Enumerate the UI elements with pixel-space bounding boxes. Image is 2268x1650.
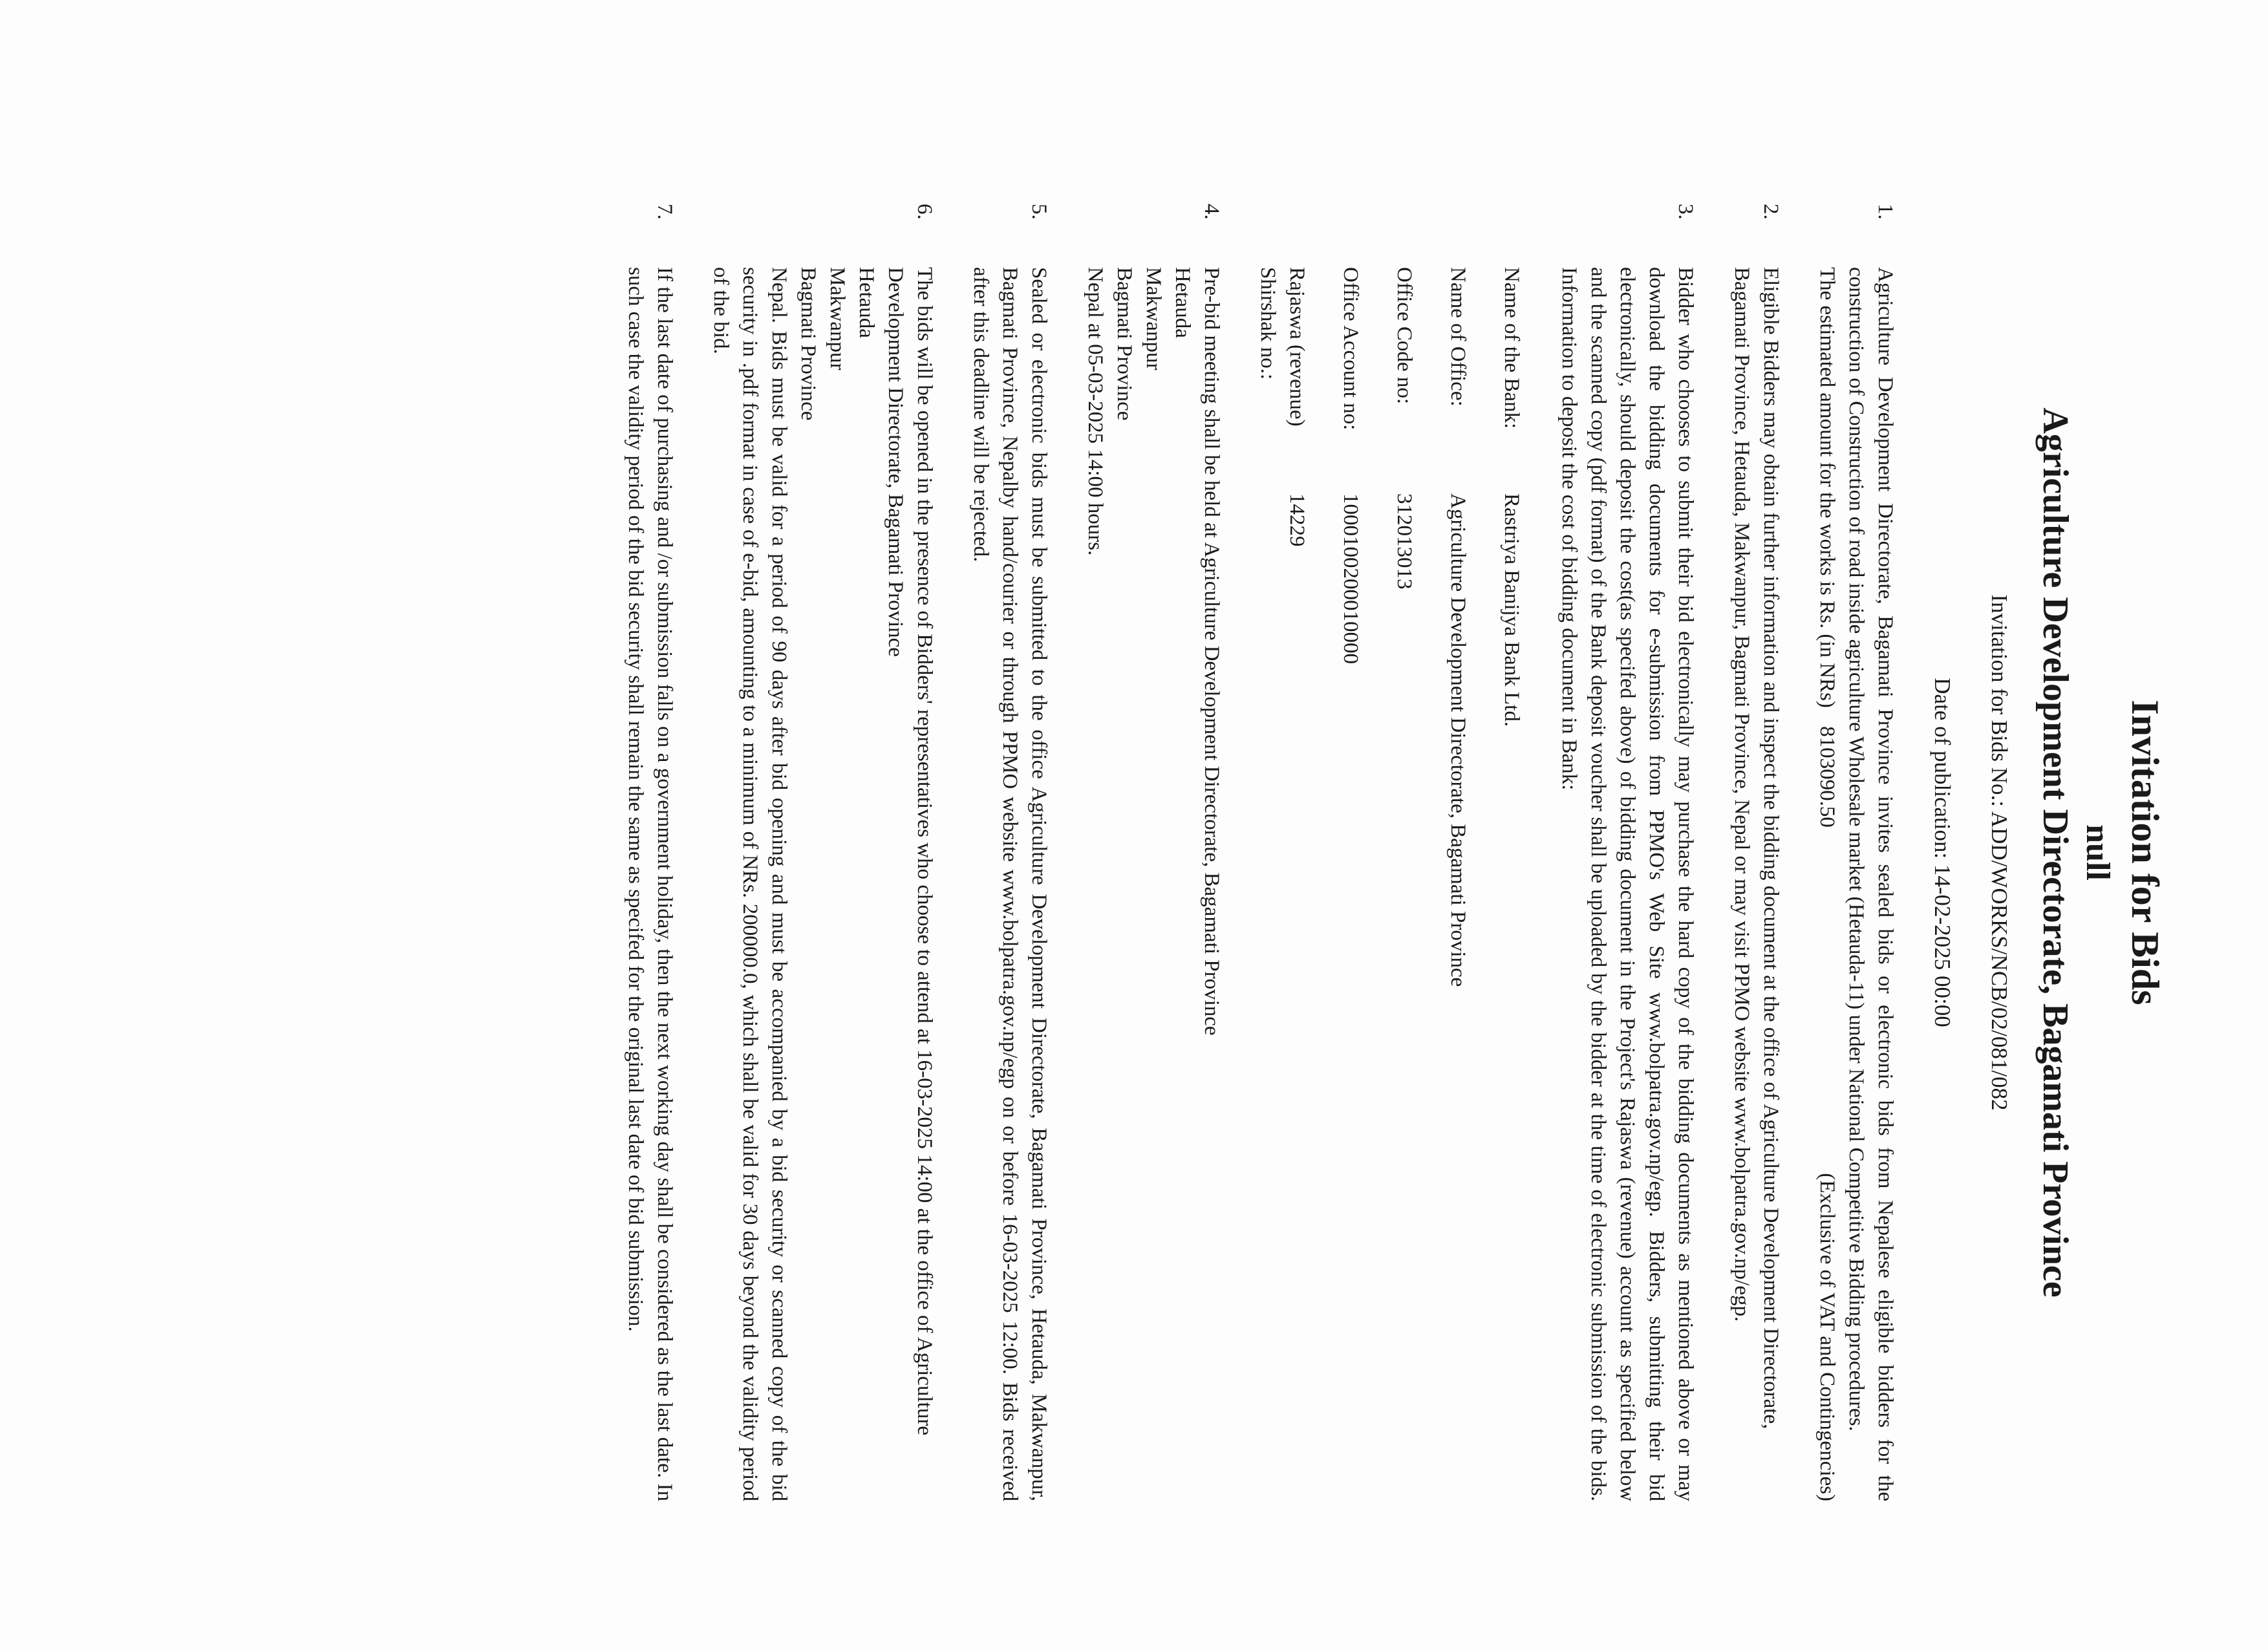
office-name: Agriculture Development Directorate, Bagamati Province [2035,407,2075,1298]
clause-line: Nepal at 05-03-2025 14:00 hours. [1084,267,1107,556]
bank-details-row [1443,267,1472,1501]
bank-detail-value: Rastriya Banijya Bank Ltd. [1500,493,1523,727]
clause-text: The bids will be opened in the presence of Bidders' representatives who choose to attend at 16-03-2025 14:00 at the office of Agriculture Development Directorate, Bagamati Province [884,267,936,1435]
bank-detail-value: 14229 [1285,493,1309,547]
clause-5 [966,204,1053,1501]
clause-2 [1727,204,1785,1501]
estimate-note: (Exclusive of VAT and Contingencies) [1815,1173,1839,1501]
clause-line: Pre-bid meeting shall be held at Agriculture Development Directorate, Bagamati Province [1200,267,1223,1036]
clause-line: Bagmati Province [797,267,820,421]
clause-number: 6. [913,204,936,220]
clause-line: Hetauda [1171,267,1194,338]
estimate-label: The estimated amount for the works is Rs. (in NRs) [1815,267,1839,708]
clause-text: Agriculture Development Directorate, Bagamati Province invites sealed bids or electronic bids from Nepalese eligible bidders for the construction of Construction of road inside agriculture Wholesale market (Hetauda-11) under National Competitive Bidding procedures. [1845,267,1897,1501]
clause-3 [1253,204,1700,1501]
bank-detail-value: 312013013 [1393,493,1416,590]
publication-date: Date of publication: 14-02-2025 00:00 [1930,678,1955,1027]
clause-text: If the last date of purchasing and /or submission falls on a government holiday, then the next working day shall be considered as the last date. In such case the validity period of the bid security shall remain the same as specifed for the original last date of bid submission. [624,267,676,1501]
clause-text: Bidder who chooses to submit their bid electronically may purchase the hard copy of the bidding documents as mentioned above or may download the bidding documents for e-submission from PPMO's Web Site www.bolpatra.gov.np/egp. Bidders, submitting their bid electronically, should deposit the cost(as specifed above) of bidding document in the Project's Rajaswa (revenue) account as specified below and the scanned copy (pdf format) of the Bank deposit voucher shall be uploaded by the bidder at the time of electronic submission of the bids. Information to deposit the cost of bidding document in Bank: [1557,267,1697,1501]
bank-details-table [1253,267,1526,1501]
clause-number: 7. [653,204,676,220]
estimated-amount-row [1812,267,1841,1501]
clause-text: Nepal. Bids must be valid for a period of 90 days after bid opening and must be accompanied by a bid security or scanned copy of the bid security in .pdf format in case of e-bid, amounting to a minimum of NRs. 200000.0, which shall be valid for 30 days beyond the validity period of the bid. [709,267,791,1501]
bank-details-row [1497,267,1526,1501]
clause-7 [621,204,679,1501]
bank-detail-label: Name of Office: [1446,267,1470,407]
clause-text: Eligible Bidders may obtain further information and inspect the bidding document at the office of Agriculture Development Directorate, Bagamati Province, Hetauda, Makwanpur, Bagmati Province, Nepal or may visit PPMO website www.bolpatra.gov.np/egp. [1730,267,1782,1430]
bank-detail-value: 1000100200010000 [1339,493,1362,664]
bank-detail-label: Office Account no: [1339,267,1362,431]
clause-number: 5. [1027,204,1051,220]
bank-details-row [1389,267,1418,1501]
bank-detail-label: Name of the Bank: [1500,267,1523,429]
clause-4 [1080,204,1226,1501]
document-title: Invitation for Bids [2124,700,2166,1005]
clause-6 [706,204,939,1501]
bid-reference-number: Invitation for Bids No.: ADD/WORKS/NCB/02/081/082 [1987,594,2012,1111]
bank-detail-value: Agriculture Development Directorate, Bagamati Province [1446,493,1470,987]
clause-line: Hetauda [855,267,878,338]
clause-line: Makwanpur [1142,267,1165,370]
clause-number: 3. [1674,204,1697,220]
clause-line: Makwanpur [826,267,849,370]
bank-details-row [1336,267,1365,1501]
document-subtitle: null [2079,824,2116,881]
estimate-value: 8103090.50 [1815,726,1839,828]
bank-details-row [1253,267,1311,1501]
clause-number: 4. [1200,204,1223,220]
clause-1 [1812,204,1899,1501]
clause-line: Bagmati Province [1113,267,1136,421]
clause-number: 2. [1759,204,1782,220]
bank-detail-label: Rajaswa (revenue) Shirshak no.: [1256,267,1309,427]
clause-number: 1. [1874,204,1897,220]
clause-text: Sealed or electronic bids must be submitted to the office Agriculture Development Directorate, Bagamati Province, Hetauda, Makwanpur, Bagmati Province, Nepalby hand/courier or through PPMO website www.bolpatra.gov.np/egp on or before 16-03-2025 12:00. Bids received after this deadline will be rejected. [969,267,1051,1501]
bank-detail-label: Office Code no: [1393,267,1416,405]
